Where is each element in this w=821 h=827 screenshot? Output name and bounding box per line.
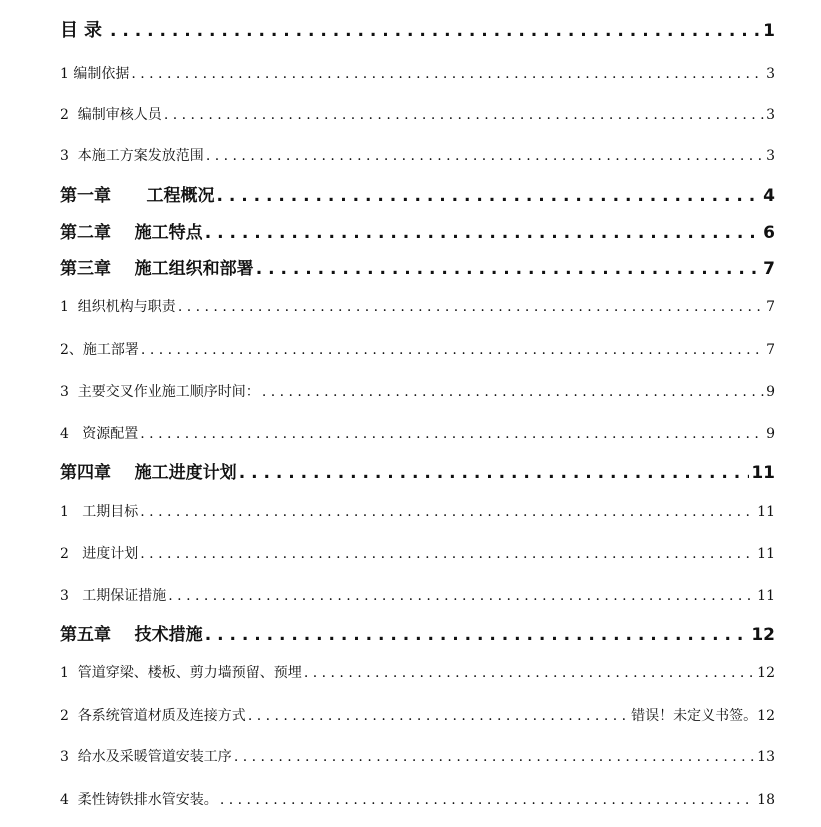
toc-entry[interactable] (60, 746, 775, 766)
toc-heading (60, 16, 775, 42)
toc-chapter[interactable] (60, 458, 775, 483)
toc-entry-page: 7 (766, 342, 775, 358)
toc-entry[interactable] (60, 296, 775, 316)
toc-entry-page: 9 (766, 426, 775, 442)
toc-entry[interactable] (60, 339, 775, 359)
dot-leader (256, 259, 761, 279)
toc-entry-page: 3 (766, 148, 775, 164)
toc-entry[interactable] (60, 662, 775, 682)
toc-entry-title: 2、施工部署 (60, 342, 139, 358)
toc-entry-page: 18 (757, 792, 775, 808)
toc-chapter[interactable] (60, 181, 775, 206)
toc-chapter-title: 第五章 技术措施 (60, 625, 203, 645)
dot-leader (140, 426, 764, 442)
toc-entry-title: 1 编制依据 (60, 66, 130, 82)
toc-entry[interactable] (60, 145, 775, 165)
dot-leader (217, 186, 762, 206)
toc-chapter[interactable] (60, 218, 775, 243)
toc-entry-page: 9 (766, 384, 775, 400)
dot-leader (164, 107, 764, 123)
toc-chapter-title: 第三章 施工组织和部署 (60, 259, 254, 279)
toc-entry[interactable] (60, 63, 775, 83)
toc-chapter-title: 第二章 施工特点 (60, 223, 203, 243)
toc-entry-title: 3 本施工方案发放范围 (60, 148, 204, 164)
toc-entry[interactable] (60, 789, 775, 809)
toc-entry-title: 4 资源配置 (60, 426, 139, 442)
toc-chapter-page: 11 (751, 463, 775, 483)
toc-entry[interactable] (60, 705, 775, 725)
toc-entry-page: 13 (757, 749, 775, 765)
toc-entry-title: 4 柔性铸铁排水管安装。 (60, 792, 218, 808)
toc-entry-error-note: 错误！未定义书签。 (631, 708, 758, 724)
toc-entry[interactable] (60, 585, 775, 605)
toc-chapter-page: 4 (763, 186, 775, 206)
toc-entry-page: 12 (757, 665, 775, 681)
toc-entry-title: 3 主要交叉作业施工顺序时间： (60, 384, 260, 400)
dot-leader (220, 792, 755, 808)
toc-chapter-page: 7 (763, 259, 775, 279)
dot-leader (206, 148, 764, 164)
toc-entry[interactable] (60, 543, 775, 563)
dot-leader (178, 299, 764, 315)
toc-entry-page: 11 (757, 588, 775, 604)
dot-leader (140, 504, 755, 520)
toc-chapter-page: 6 (763, 223, 775, 243)
toc-entry-title: 3 给水及采暖管道安装工序 (60, 749, 232, 765)
dot-leader (131, 66, 764, 82)
toc-heading-page: 1 (763, 21, 775, 41)
dot-leader (141, 342, 764, 358)
toc-chapter[interactable] (60, 254, 775, 279)
toc-entry-title: 1 工期目标 (60, 504, 139, 520)
toc-entry-title: 1 管道穿梁、楼板、剪力墙预留、预埋 (60, 665, 302, 681)
toc-chapter-page: 12 (751, 625, 775, 645)
toc-entry-title: 1 组织机构与职责 (60, 299, 176, 315)
dot-leader (239, 463, 750, 483)
dot-leader (168, 588, 755, 604)
toc-entry-title: 2 各系统管道材质及连接方式 (60, 708, 246, 724)
toc-entry[interactable] (60, 423, 775, 443)
toc-entry-page: 12 (757, 708, 775, 724)
dot-leader (262, 384, 764, 400)
toc-entry[interactable] (60, 381, 775, 401)
toc-entry[interactable] (60, 104, 775, 124)
dot-leader (110, 21, 761, 41)
dot-leader (140, 546, 755, 562)
dot-leader (304, 665, 755, 681)
toc-entry-title: 2 进度计划 (60, 546, 139, 562)
toc-entry-page: 3 (766, 66, 775, 82)
dot-leader (248, 708, 629, 724)
toc-entry-title: 2 编制审核人员 (60, 107, 162, 123)
toc-chapter[interactable] (60, 620, 775, 645)
toc-entry[interactable] (60, 501, 775, 521)
toc-entry-page: 7 (766, 299, 775, 315)
toc-heading-title: 目录 (60, 20, 108, 41)
toc-chapter-title: 第四章 施工进度计划 (60, 463, 237, 483)
dot-leader (205, 223, 761, 243)
toc-entry-page: 11 (757, 504, 775, 520)
toc-chapter-title: 第一章 工程概况 (60, 186, 215, 206)
dot-leader (234, 749, 755, 765)
toc-entry-page: 11 (757, 546, 775, 562)
toc-entry-page: 3 (766, 107, 775, 123)
toc-entry-title: 3 工期保证措施 (60, 588, 167, 604)
dot-leader (205, 625, 750, 645)
